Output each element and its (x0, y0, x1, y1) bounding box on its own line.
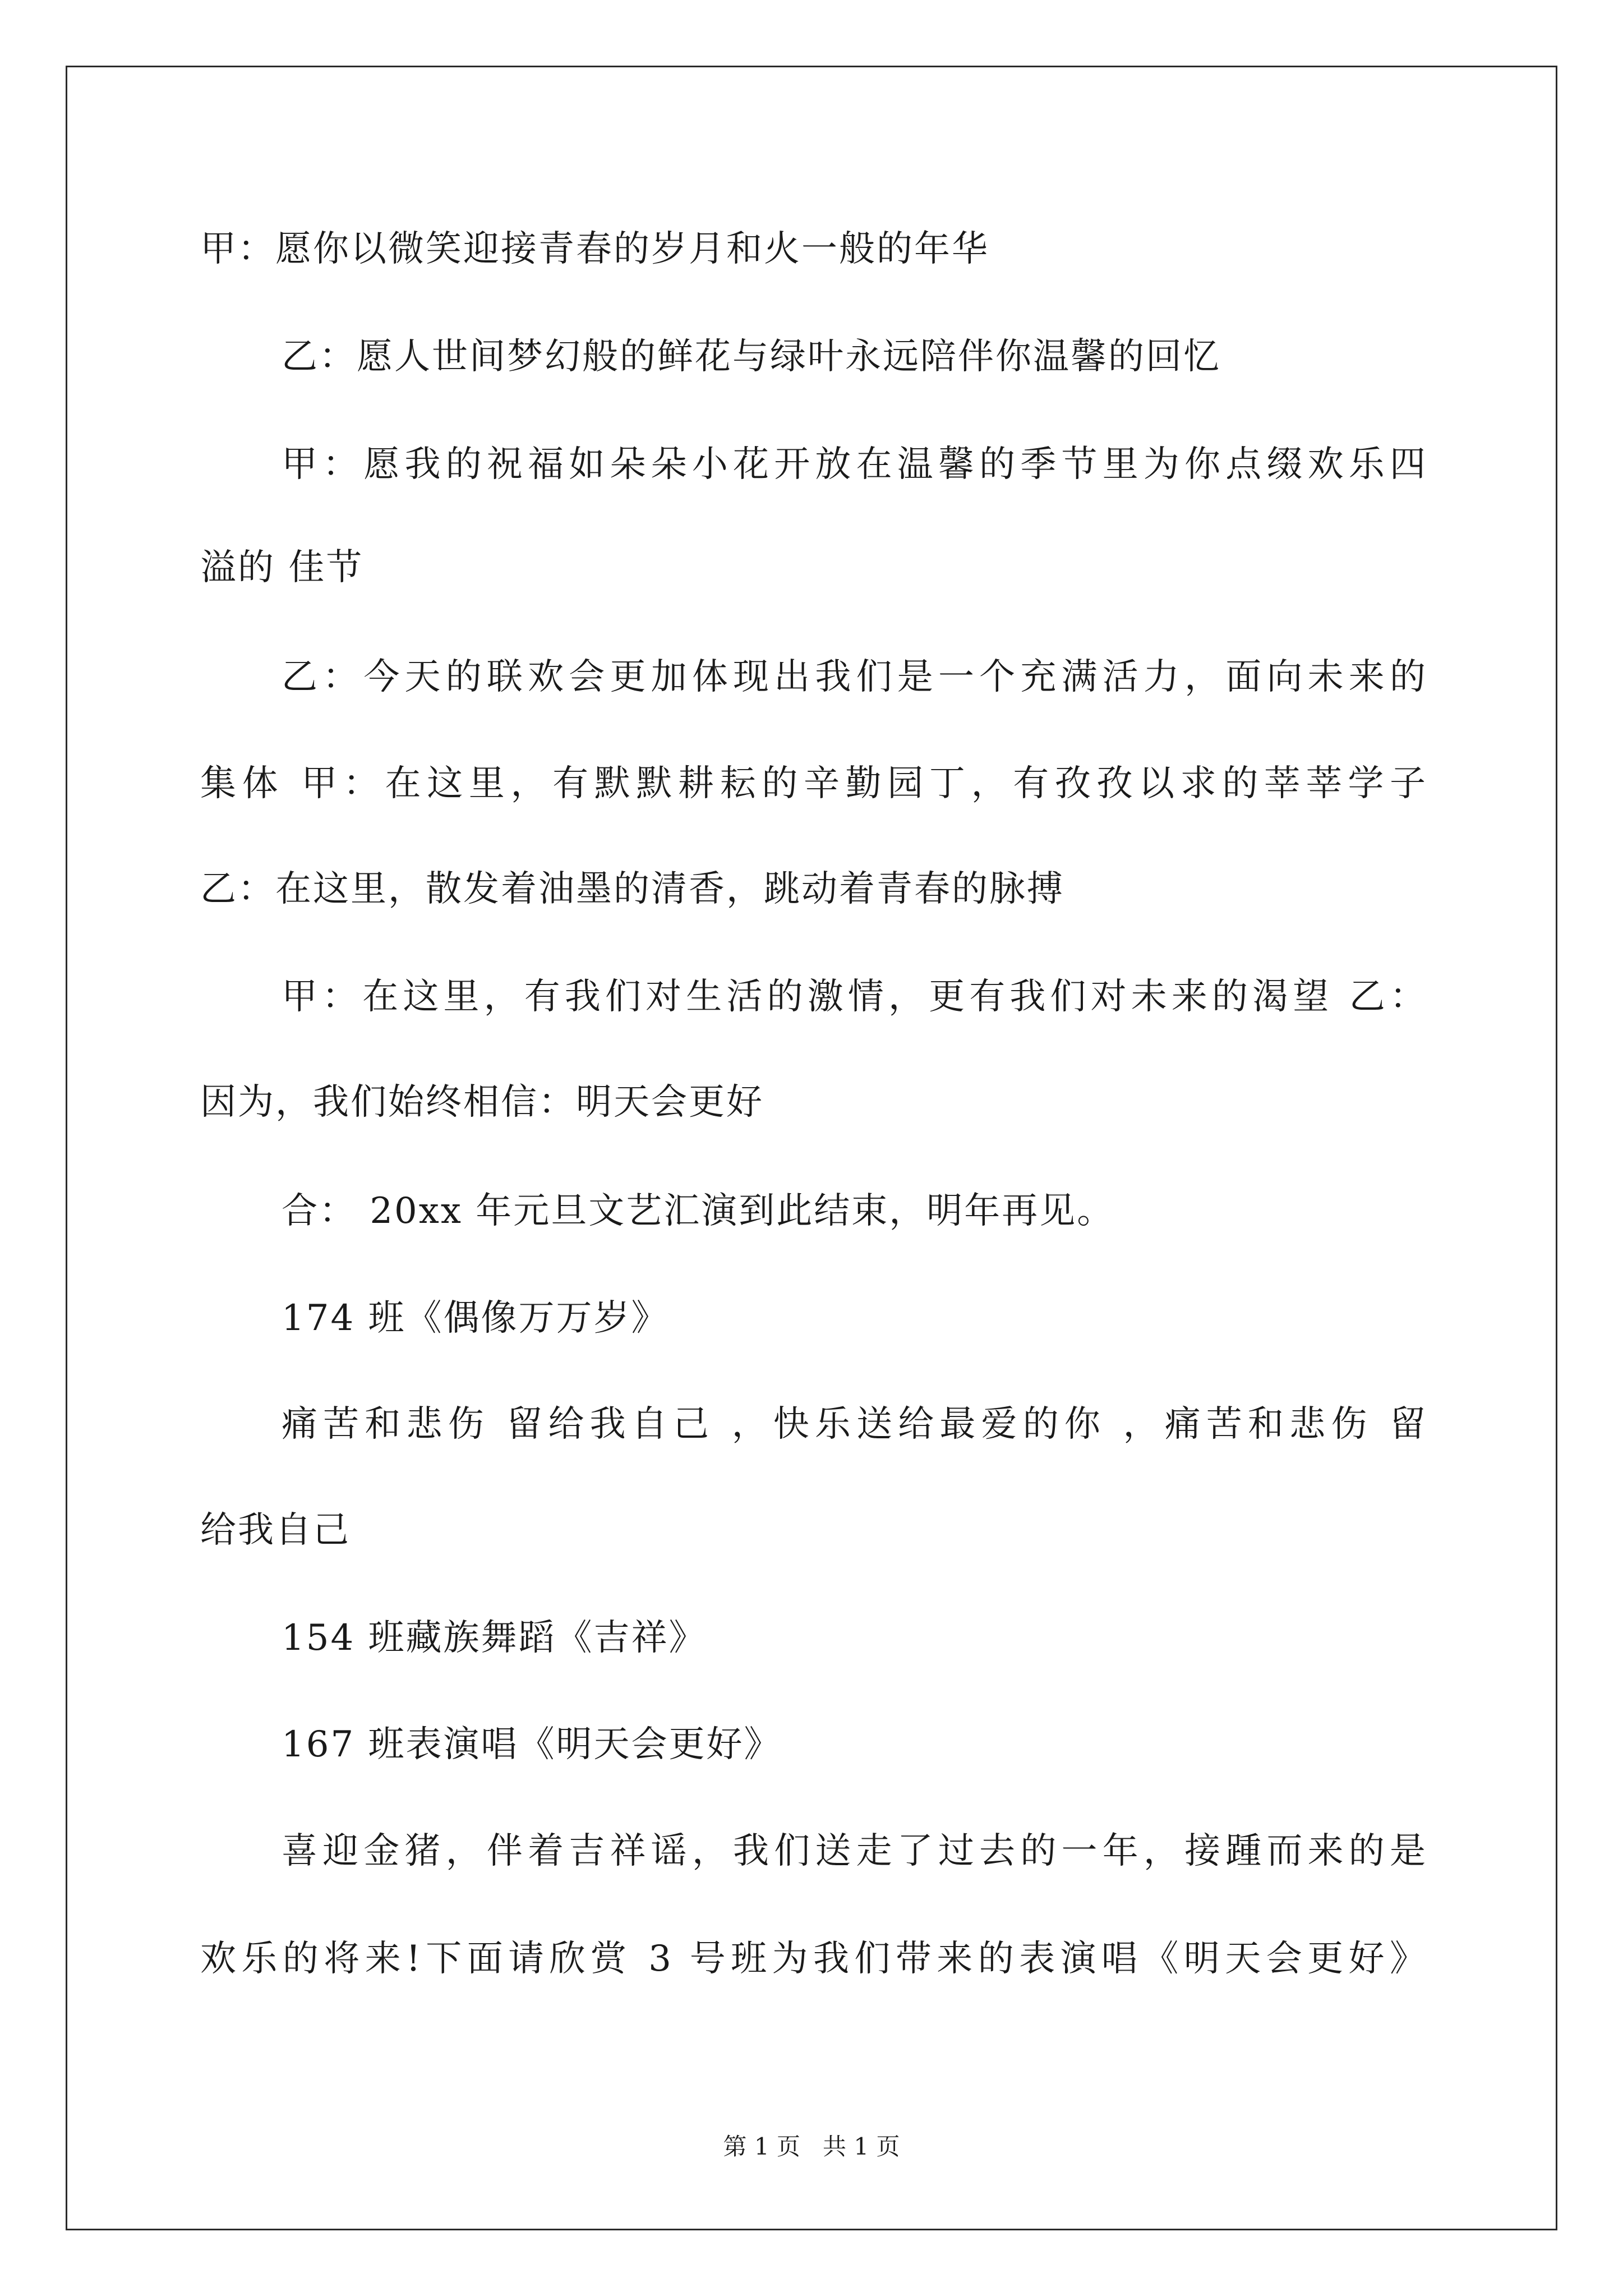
page-number-footer: 第 1 页 共 1 页 (723, 2133, 900, 2160)
text-line: 合： 20xx 年元旦文艺汇演到此结束，明年再见。 (282, 1190, 1115, 1232)
text-line: 欢乐的将来!下面请欣赏 3 号班为我们带来的表演唱《明天会更好》 (200, 1938, 1427, 1980)
text-line: 167 班表演唱《明天会更好》 (282, 1724, 782, 1765)
text-line: 给我自己 (200, 1510, 351, 1551)
text-line: 乙：愿人世间梦幻般的鲜花与绿叶永远陪伴你温馨的回忆 (282, 336, 1221, 378)
text-line: 溢的 佳节 (200, 547, 364, 588)
text-line: 甲：在这里，有我们对生活的激情，更有我们对未来的渴望 乙： (282, 976, 1427, 1018)
text-line: 乙：在这里，散发着油墨的清香，跳动着青春的脉搏 (200, 868, 1064, 910)
text-line: 154 班藏族舞蹈《吉祥》 (282, 1617, 707, 1659)
text-line: 174 班《偶像万万岁》 (282, 1297, 669, 1339)
text-line: 乙：今天的联欢会更加体现出我们是一个充满活力，面向未来的 (282, 656, 1427, 698)
text-line: 因为，我们始终相信：明天会更好 (200, 1082, 764, 1123)
text-line: 甲：愿你以微笑迎接青春的岁月和火一般的年华 (200, 228, 989, 270)
text-line: 集体 甲：在这里，有默默耕耘的辛勤园丁，有孜孜以求的莘莘学子 (200, 763, 1427, 804)
page-border (66, 66, 1557, 2230)
text-line: 甲：愿我的祝福如朵朵小花开放在温馨的季节里为你点缀欢乐四 (282, 444, 1427, 485)
text-line: 喜迎金猪，伴着吉祥谣，我们送走了过去的一年，接踵而来的是 (282, 1830, 1427, 1872)
text-line: 痛苦和悲伤 留给我自己 ，快乐送给最爱的你 ，痛苦和悲伤 留 (282, 1404, 1427, 1445)
